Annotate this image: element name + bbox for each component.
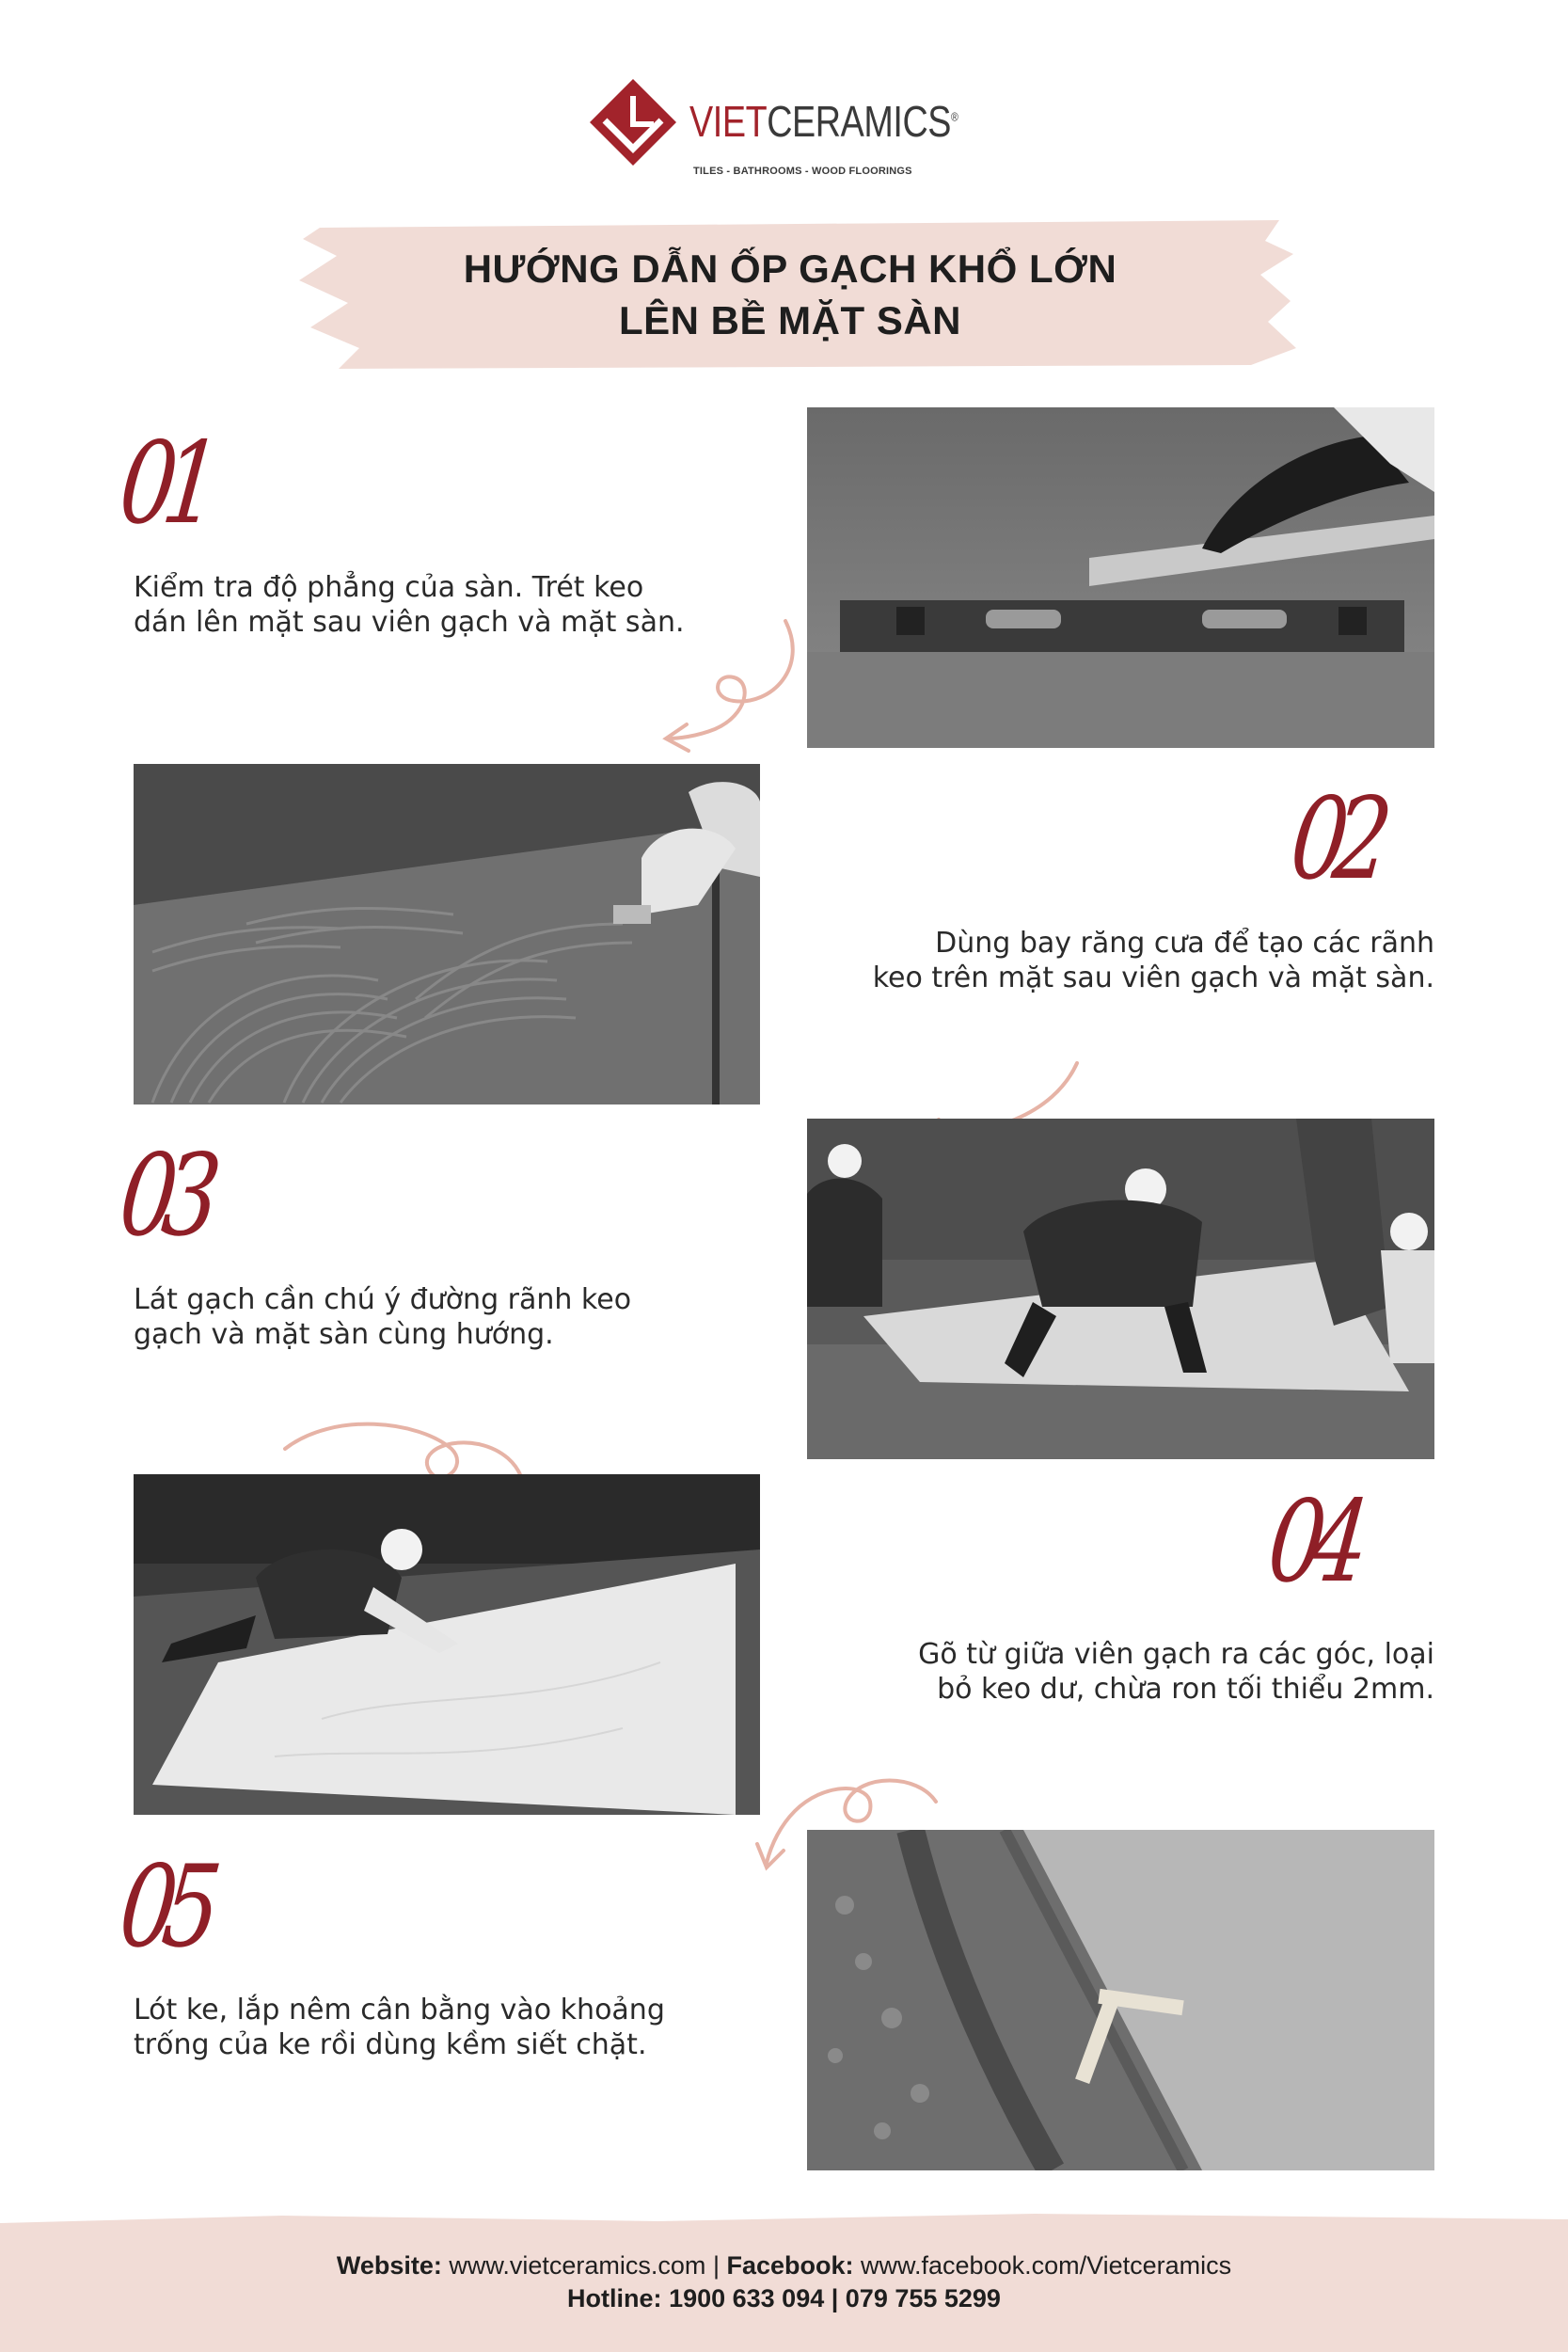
step-number-03: 03: [113, 1131, 214, 1262]
brand-tagline: TILES - BATHROOMS - WOOD FLOORINGS: [693, 166, 912, 177]
step-text-line: Dùng bay răng cưa để tạo các rãnh: [935, 927, 1434, 960]
registered-mark: ®: [951, 109, 958, 124]
step-text-line: keo trên mặt sau viên gạch và mặt sàn.: [872, 961, 1434, 994]
photo-tapping-tile: [134, 1474, 760, 1815]
step-text-line: Kiểm tra độ phẳng của sàn. Trét keo: [134, 571, 644, 604]
photo-laying-tile: [807, 1119, 1434, 1459]
brand-name: [689, 96, 958, 147]
footer-contact-line-2: [0, 2284, 1568, 2313]
step-number-04: 04: [1261, 1477, 1363, 1608]
step-text-line: Lát gạch cần chú ý đường rãnh keo: [134, 1283, 632, 1316]
website-link[interactable]: www.vietceramics.com: [449, 2251, 706, 2280]
curved-arrow-icon: [658, 612, 800, 762]
step-text-line: bỏ keo dư, chừa ron tối thiểu 2mm.: [937, 1673, 1434, 1706]
step-text-line: Gõ từ giữa viên gạch ra các góc, loại: [918, 1638, 1434, 1671]
step-number-02: 02: [1284, 774, 1386, 905]
facebook-link[interactable]: www.facebook.com/Vietceramics: [861, 2251, 1232, 2280]
step-text-02: [781, 926, 1434, 995]
page-title: [282, 243, 1298, 346]
brand-logo: [588, 77, 1002, 185]
facebook-label: Facebook:: [726, 2251, 854, 2280]
title-banner: [282, 216, 1298, 372]
brand-name-part1: VIET: [689, 97, 768, 146]
step-text-line: gạch và mặt sàn cùng hướng.: [134, 1318, 554, 1351]
step-number-01: 01: [113, 419, 214, 549]
diamond-logo-icon: [588, 77, 678, 167]
brand-name-part2: CERAMICS: [767, 97, 952, 146]
step-text-03: [134, 1282, 631, 1352]
step-text-04: [781, 1637, 1434, 1707]
footer-separator: |: [712, 2251, 720, 2280]
title-line-2: LÊN BỀ MẶT SÀN: [619, 298, 961, 342]
hotline-label: Hotline:: [567, 2284, 662, 2312]
website-label: Website:: [336, 2251, 442, 2280]
footer-contact-line-1: [0, 2251, 1568, 2280]
step-text-line: dán lên mặt sau viên gạch và mặt sàn.: [134, 606, 685, 639]
photo-level-check: [807, 407, 1434, 748]
hotline-value: 1900 633 094 | 079 755 5299: [669, 2284, 1001, 2312]
step-text-line: Lót ke, lắp nêm cân bằng vào khoảng: [134, 1994, 665, 2026]
photo-leveling-clip: [807, 1830, 1434, 2170]
step-number-05: 05: [113, 1842, 214, 1973]
photo-trowel-adhesive: [134, 764, 760, 1104]
step-text-05: [134, 1993, 665, 2062]
step-text-line: trống của ke rồi dùng kềm siết chặt.: [134, 2028, 647, 2061]
step-text-01: [134, 570, 685, 640]
title-line-1: HƯỚNG DẪN ỐP GẠCH KHỔ LỚN: [463, 246, 1117, 291]
